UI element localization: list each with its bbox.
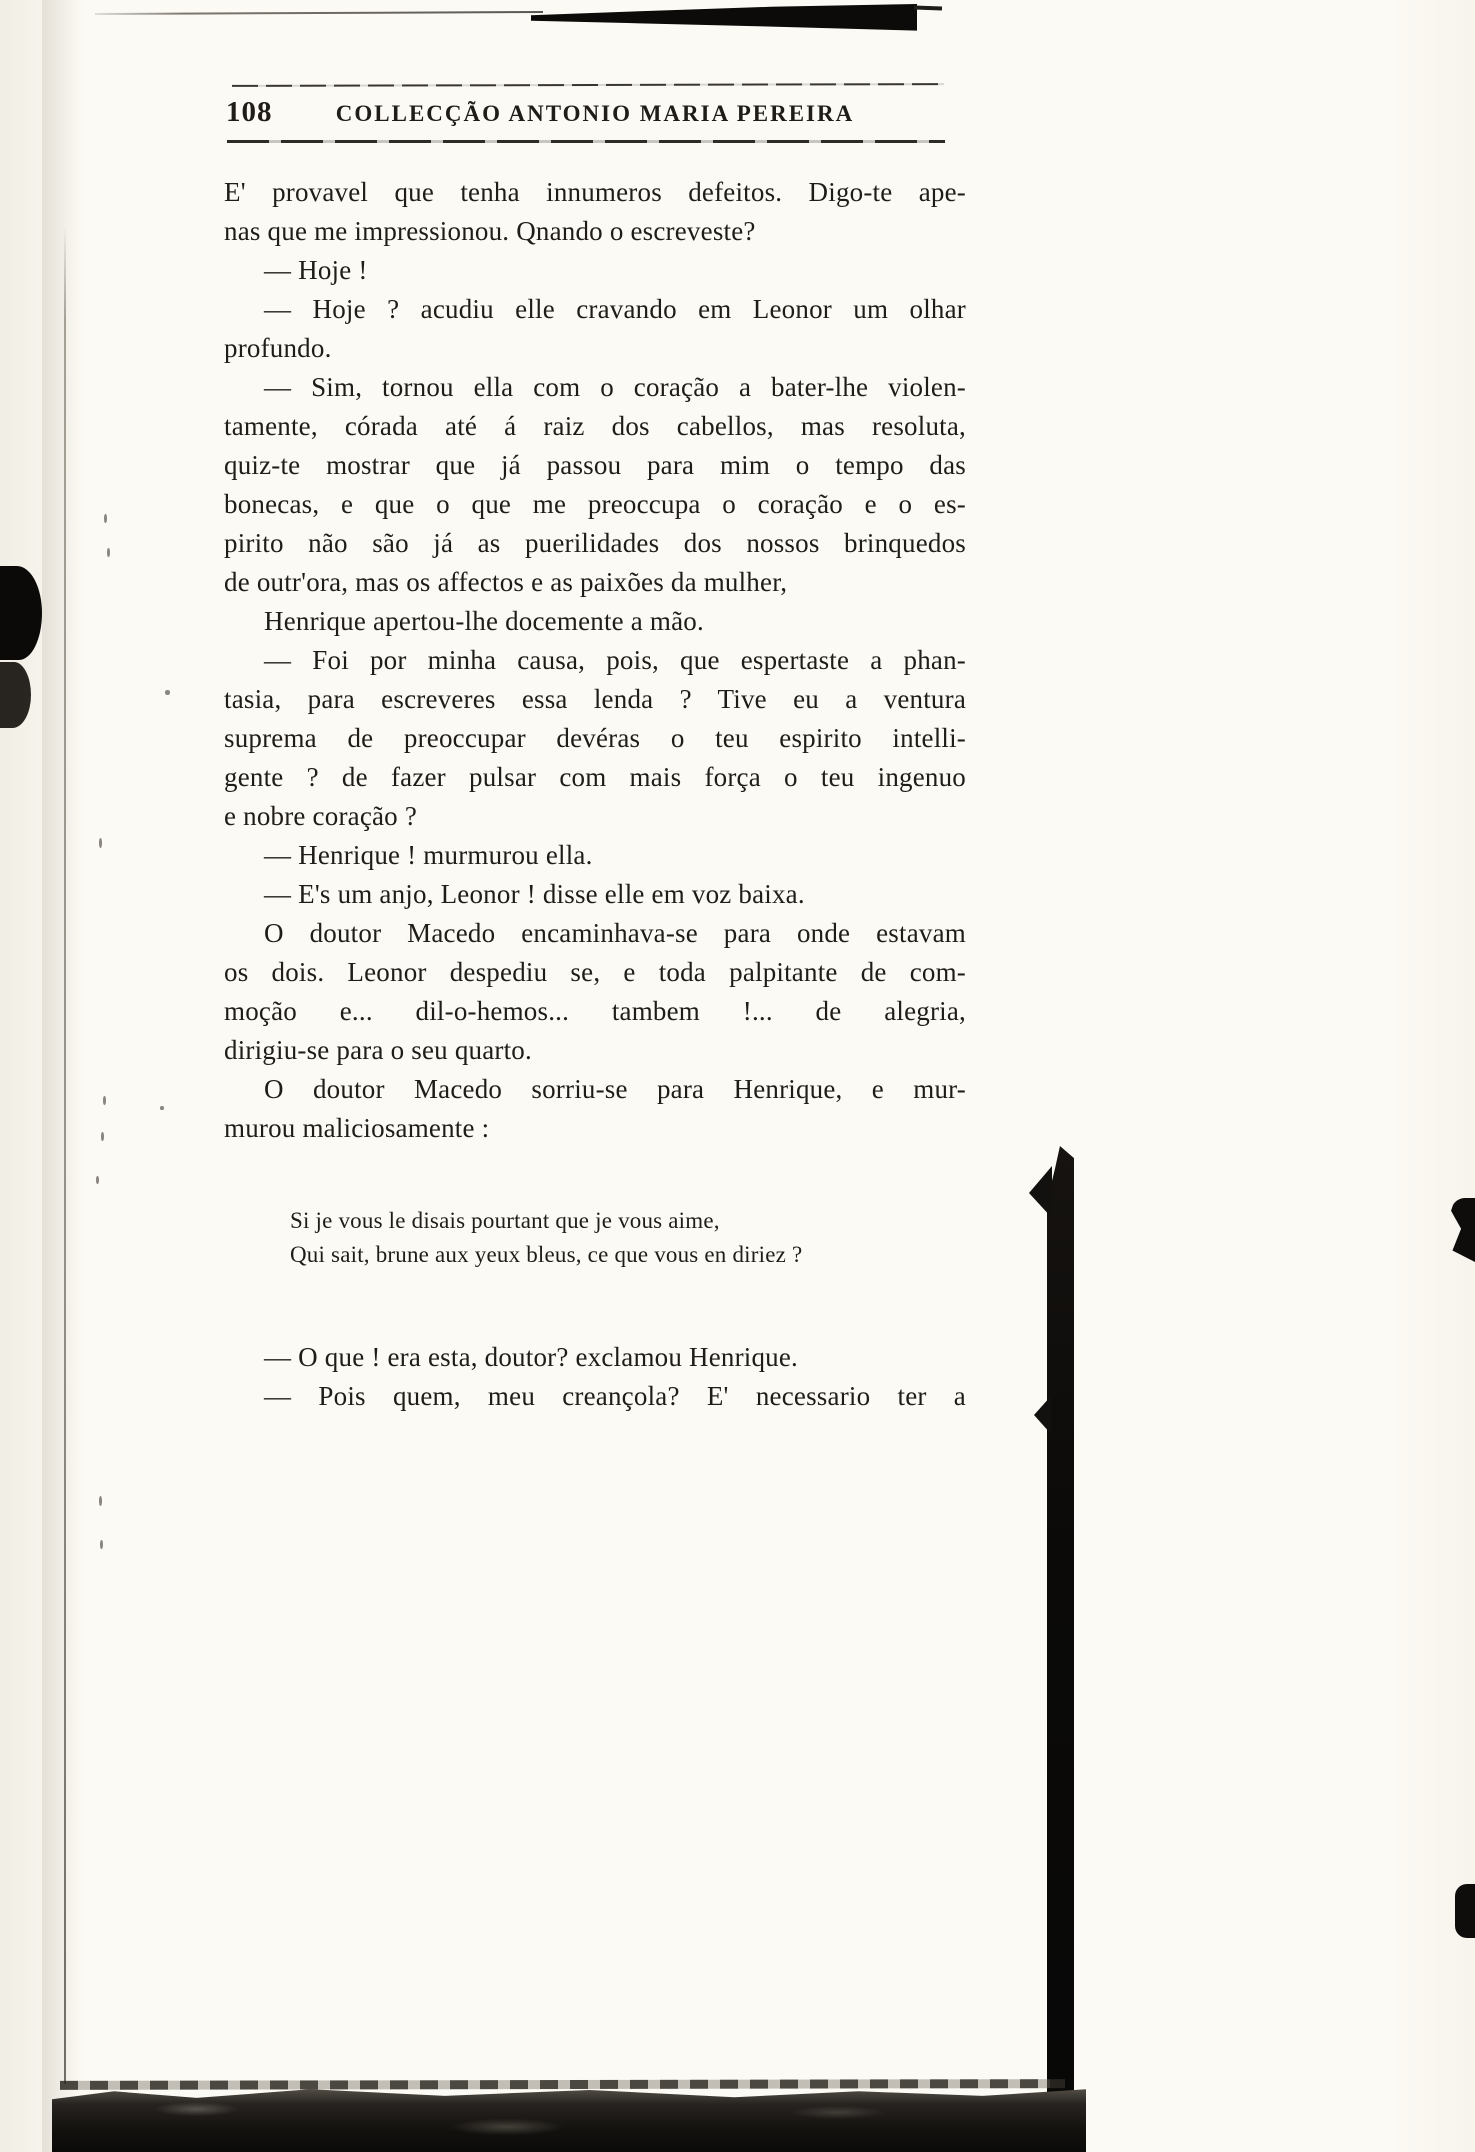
scan-artifact-top-bar — [531, 4, 917, 32]
paragraph — [224, 290, 966, 368]
text-line: nas que me impressionou. Qnando o escreveste? — [224, 216, 756, 246]
text-line: dirigiu-se para o seu quarto. — [224, 1035, 532, 1065]
paragraph — [224, 875, 966, 914]
scan-artifact-top-tail — [914, 6, 942, 11]
scan-artifact-left-blob — [0, 566, 42, 660]
scan-artifact-bottom-band — [52, 2086, 1086, 2152]
scan-speck — [103, 1096, 106, 1105]
paragraph — [224, 251, 966, 290]
paragraph — [224, 914, 966, 1070]
text-line: E' provavel que tenha innumeros defeitos. Digo-te ape- — [224, 177, 966, 207]
text-line: pirito não são já as puerilidades dos nossos brinquedos — [224, 528, 966, 558]
scan-speck — [165, 690, 170, 695]
text-line: — Sim, tornou ella com o coração a bater-lhe violen- — [264, 372, 966, 402]
text-line: tasia, para escreveres essa lenda ? Tive eu a ventura — [224, 684, 966, 714]
text-line: bonecas, e que o que me preoccupa o coração e o es- — [224, 489, 966, 519]
scan-artifact-right-bar-tip — [1029, 1166, 1052, 1218]
text-line: — Pois quem, meu creançola? E' necessario ter a — [264, 1381, 966, 1411]
scan-artifact-bottom-strip — [60, 2079, 1065, 2090]
text-line: O doutor Macedo sorriu-se para Henrique, e mur- — [264, 1074, 966, 1104]
text-line: — Hoje ! — [264, 255, 368, 285]
paragraph — [224, 1377, 966, 1416]
text-line: Si je vous le disais pourtant que je vous aime, — [290, 1208, 720, 1233]
text-line: os dois. Leonor despediu se, e toda palpitante de com- — [224, 957, 966, 987]
text-line: O doutor Macedo encaminhava-se para onde estavam — [264, 918, 966, 948]
paragraph — [224, 602, 966, 641]
paragraph — [224, 641, 966, 836]
page-number: 108 — [226, 96, 273, 128]
paragraph — [224, 1338, 966, 1377]
text-line: e nobre coração ? — [224, 801, 418, 831]
text-line: quiz-te mostrar que já passou para mim o tempo das — [224, 450, 966, 480]
text-line: de outr'ora, mas os affectos e as paixões da mulher, — [224, 567, 788, 597]
scan-artifact-left-line — [64, 226, 66, 2084]
text-line: gente ? de fazer pulsar com mais força o teu ingenuo — [224, 762, 966, 792]
scan-artifact-left-shade — [42, 0, 80, 2152]
scan-speck — [160, 1106, 164, 1110]
text-line: profundo. — [224, 333, 332, 363]
text-line: Qui sait, brune aux yeux bleus, ce que vous en diriez ? — [290, 1242, 803, 1267]
text-line: — O que ! era esta, doutor? exclamou Henrique. — [264, 1342, 798, 1372]
text-line: tamente, córada até á raiz dos cabellos, mas resoluta, — [224, 411, 966, 441]
text-line: suprema de preoccupar devéras o teu espirito intelli- — [224, 723, 966, 753]
scan-speck — [99, 838, 102, 848]
text-line: — E's um anjo, Leonor ! disse elle em voz baixa. — [264, 879, 805, 909]
paragraph — [224, 173, 966, 251]
scan-artifact-top-line — [95, 11, 543, 15]
scan-artifact-right-bar — [1047, 1146, 1074, 2152]
text-line: Henrique apertou-lhe docemente a mão. — [264, 606, 704, 636]
header-rule-top — [232, 83, 944, 87]
header-rule-bottom — [227, 140, 945, 143]
text-line: — Foi por minha causa, pois, que espertaste a phan- — [264, 645, 966, 675]
running-title: COLLECÇÃO ANTONIO MARIA PEREIRA — [335, 101, 855, 126]
scan-speck — [107, 548, 110, 557]
scan-artifact-left-blob — [0, 662, 31, 728]
paragraph — [224, 836, 966, 875]
text-line: moção e... dil-o-hemos... tambem !... de alegria, — [224, 996, 966, 1026]
text-line: murou maliciosamente : — [224, 1113, 490, 1143]
text-line: — Hoje ? acudiu elle cravando em Leonor um olhar — [264, 294, 966, 324]
scan-speck — [99, 1496, 102, 1506]
page-header — [224, 94, 966, 134]
scan-speck — [100, 1540, 103, 1549]
text-column — [224, 173, 966, 1416]
text-line: — Henrique ! murmurou ella. — [264, 840, 593, 870]
scan-artifact-right-edge-blob — [1451, 1198, 1475, 1262]
scan-speck — [96, 1176, 99, 1184]
scan-artifact-right-edge-blob — [1455, 1884, 1475, 1938]
paragraph — [224, 368, 966, 602]
scan-speck — [104, 514, 107, 523]
paragraph — [224, 1070, 966, 1148]
verse-paragraph — [290, 1204, 966, 1272]
scan-speck — [101, 1132, 104, 1141]
scan-artifact-right-bar-notch — [1034, 1396, 1051, 1434]
